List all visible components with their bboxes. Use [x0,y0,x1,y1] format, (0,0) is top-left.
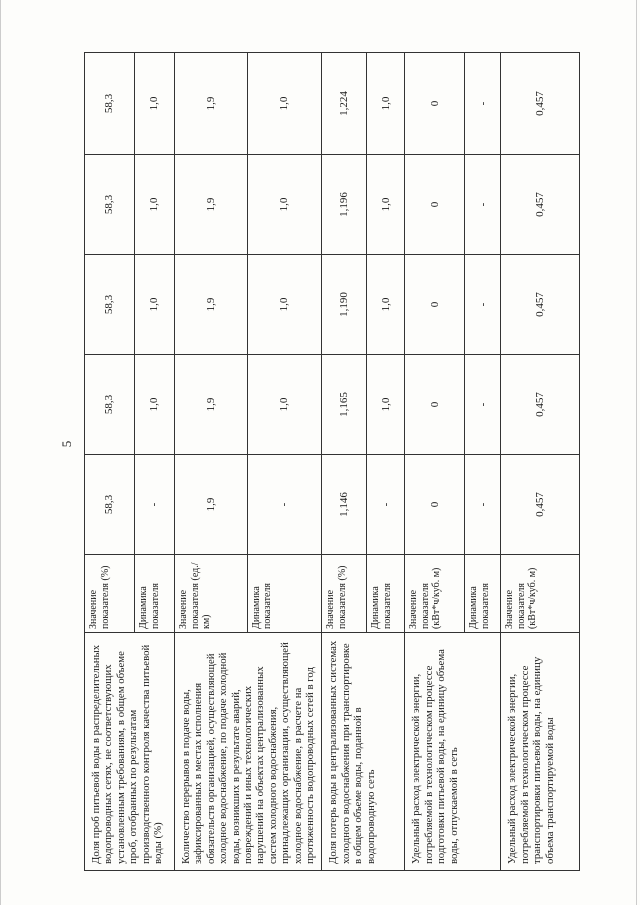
value-cell: 1,0 [135,255,175,355]
page-number: 5 [59,440,74,448]
subrow-label: Динамика показателя [135,555,175,633]
value-cell: - [465,455,501,555]
value-cell: 1,0 [135,53,175,155]
value-cell: - [135,455,175,555]
value-cell: 1,0 [367,155,405,255]
value-cell: 1,0 [367,255,405,355]
value-cell: 1,0 [135,355,175,455]
value-cell: - [465,255,501,355]
value-cell: 1,9 [175,53,248,155]
value-cell: 1,0 [367,355,405,455]
value-cell: 0 [405,355,465,455]
value-cell: 0,457 [501,455,580,555]
table-row [175,53,248,871]
value-cell: - [465,155,501,255]
subrow-label: Динамика показателя [465,555,501,633]
value-cell: 1,0 [247,255,322,355]
value-cell: 1,190 [322,255,367,355]
rotated-table-container [84,53,574,871]
value-cell: 1,224 [322,53,367,155]
scan-edge-line [0,0,1,905]
value-cell: 1,9 [175,255,248,355]
value-cell: 0,457 [501,255,580,355]
value-cell: 1,0 [247,53,322,155]
value-cell: 0 [405,455,465,555]
table-row [501,53,580,871]
value-cell: - [367,455,405,555]
value-cell: - [247,455,322,555]
value-cell: 58,3 [85,53,135,155]
value-cell: 1,196 [322,155,367,255]
indicator-cell: Количество перерывов в подаче воды, зафиксированных в местах исполнения обязательств организацией, осуществляющей холодное водоснабжение, по подаче холодной воды, возникших в результате аварий, повреждений и иных технологических нарушений на объектах централизованных систем холодного водоснабжения, принадлежащих организации, осуществляющей холодное водоснабжение, в расчете на протяженность водопроводных сетей в год [175,633,322,871]
value-cell: 58,3 [85,155,135,255]
indicator-cell: Доля потерь воды в централизованных системах холодного водоснабжения при транспортировке в общем объеме воды, поданной в водопроводную сеть [322,633,405,871]
value-cell: 0,457 [501,53,580,155]
scan-edge-line [636,0,637,905]
table-row [85,53,135,871]
indicator-cell: Удельный расход электрической энергии, потребляемой в технологическом процессе подготовки питьевой воды, на единицу объема воды, отпускаемой в сеть [405,633,501,871]
table-row [405,53,465,871]
value-cell: 58,3 [85,255,135,355]
value-cell: 0 [405,255,465,355]
value-cell: 58,3 [85,355,135,455]
value-cell: 1,0 [247,355,322,455]
value-cell: 1,9 [175,355,248,455]
subrow-label: Динамика показателя [367,555,405,633]
value-cell: 1,9 [175,155,248,255]
indicator-cell: Доля проб питьевой воды в распределительных водопроводных сетях, не соответствующих установленным требованиям, в общем объеме проб, отобранных по результатам производственного контроля качества питьевой воды (%) [85,633,175,871]
subrow-label: Значение показателя (%) [85,555,135,633]
value-cell: 1,146 [322,455,367,555]
value-cell: 1,0 [367,53,405,155]
value-cell: 0 [405,53,465,155]
table-row [322,53,367,871]
value-cell: - [465,53,501,155]
value-cell: 1,0 [135,155,175,255]
subrow-label: Значение показателя (%) [322,555,367,633]
value-cell: 1,165 [322,355,367,455]
subrow-label: Значение показателя (ед./км) [175,555,248,633]
subrow-label: Динамика показателя [247,555,322,633]
value-cell: 0,457 [501,155,580,255]
indicator-cell: Удельный расход электрической энергии, потребляемой в технологическом процессе транспортировки питьевой воды, на единицу объема транспортируемой воды [501,633,580,871]
subrow-label: Значение показателя (кВт*ч/куб. м) [405,555,465,633]
value-cell: 0,457 [501,355,580,455]
value-cell: 58,3 [85,455,135,555]
value-cell: 1,0 [247,155,322,255]
subrow-label: Значение показателя (кВт*ч/куб. м) [501,555,580,633]
value-cell: - [465,355,501,455]
indicators-table [84,52,580,871]
value-cell: 1,9 [175,455,248,555]
value-cell: 0 [405,155,465,255]
